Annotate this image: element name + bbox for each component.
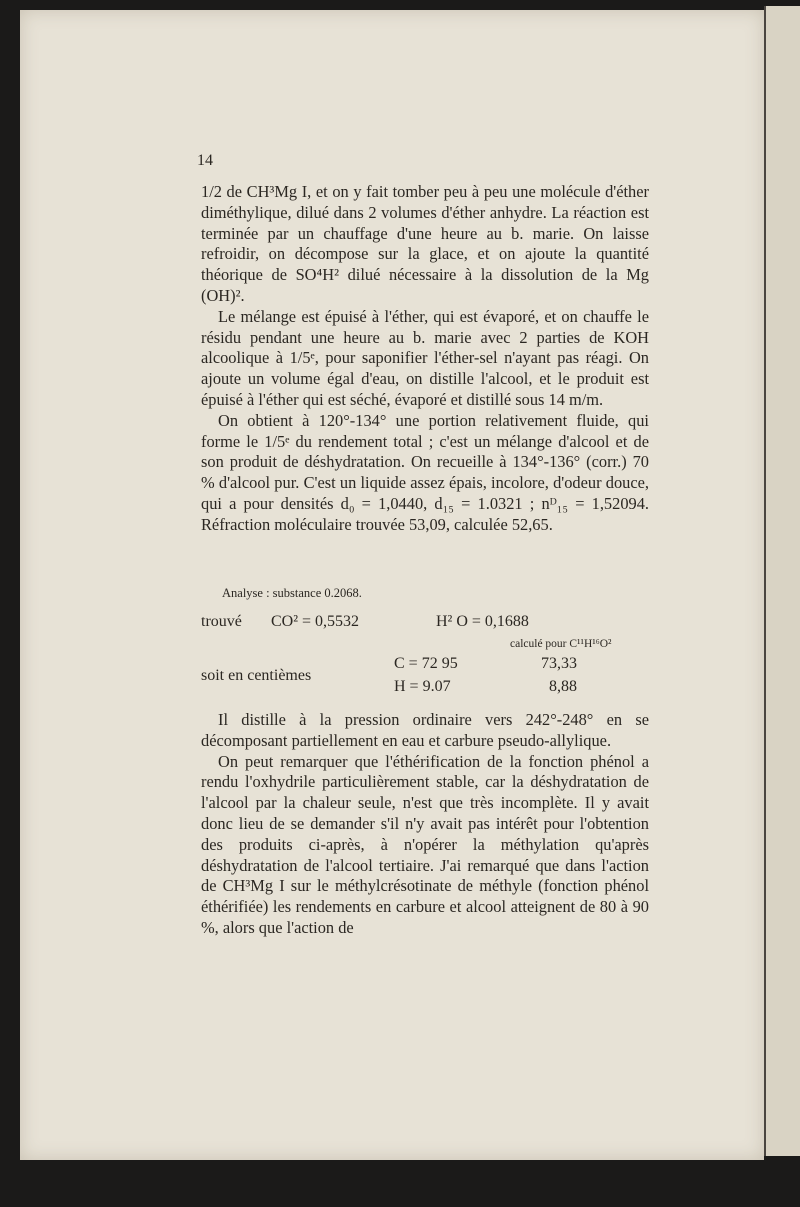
body-text-bottom bbox=[201, 710, 649, 939]
co2-value: CO² = 0,5532 bbox=[271, 613, 360, 630]
analysis-block bbox=[201, 586, 649, 696]
paragraph: 1/2 de CH³Mg I, et on y fait tomber peu à peu une molécule d'éther diméthylique, dilué dans 2 volumes d'éther anhydre. La réaction est terminée par un chauffage d'une heure au b. marie. On laisse refroidir, on décompose sur la glace, et on ajoute la quantité théorique de SO⁴H² dilué nécessaire à la dissolution de la Mg (OH)². bbox=[201, 182, 649, 305]
h2o-value: H² O = 0,1688 bbox=[436, 613, 529, 630]
body-text-top bbox=[201, 182, 649, 536]
page-number: 14 bbox=[197, 152, 213, 169]
paragraph: On obtient à 120°-134° une portion relativement fluide, qui forme le 1/5ᵉ du rendement total ; c'est un mélange d'alcool et de son produit de déshydratation. On recueille à 134°-136° (corr.) 70 % d'alcool pur. C'est un liquide assez épais, incolore, d'odeur douce, qui a pour densités d₀ = 1,0440, d₁₅ = 1.0321 ; nᴰ₁₅ = 1,52094. Réfraction moléculaire trouvée 53,09, calculée 52,65. bbox=[201, 410, 649, 534]
percent-label: soit en centièmes bbox=[201, 667, 312, 684]
calculated-label: calculé pour C¹¹H¹⁶O² bbox=[510, 638, 612, 650]
found-label: trouvé bbox=[201, 613, 242, 630]
hydrogen-calculated: 8,88 bbox=[549, 678, 577, 695]
carbon-found: C = 72 95 bbox=[394, 655, 458, 672]
analysis-heading: Analyse : substance 0.2068. bbox=[222, 586, 362, 600]
next-page-edge bbox=[764, 6, 800, 1156]
hydrogen-found: H = 9.07 bbox=[394, 678, 451, 695]
paragraph: Le mélange est épuisé à l'éther, qui est évaporé, et on chauffe le résidu pendant une heure au b. marie avec 2 parties de KOH alcoolique à 1/5ᵉ, pour saponifier l'éther-sel n'ayant pas réagi. On ajoute un volume égal d'eau, on distille l'alcool, et le produit est épuisé à l'éther qui est séché, évaporé et distillé sous 14 m/m. bbox=[201, 306, 649, 409]
paragraph: On peut remarquer que l'éthérification de la fonction phénol a rendu l'oxhydrile particulièrement stable, car la déshydratation de l'alcool par la chaleur seule, n'est que très incomplète. Il y avait donc lieu de se demander s'il n'y avait pas intérêt pour l'obtention des produits ci-après, à n'opérer la méthylation qu'après déshydratation de l'alcool tertiaire. J'ai remarqué que dans l'action de CH³Mg I sur le méthylcrésotinate de méthyle (fonction phénol éthérifiée) les rendements en carbure et alcool atteignent de 80 à 90 %, alors que l'action de bbox=[201, 751, 649, 937]
carbon-calculated: 73,33 bbox=[541, 655, 577, 672]
paragraph: Il distille à la pression ordinaire vers 242°-248° en se décomposant partiellement en eau et carbure pseudo-allylique. bbox=[201, 710, 649, 750]
